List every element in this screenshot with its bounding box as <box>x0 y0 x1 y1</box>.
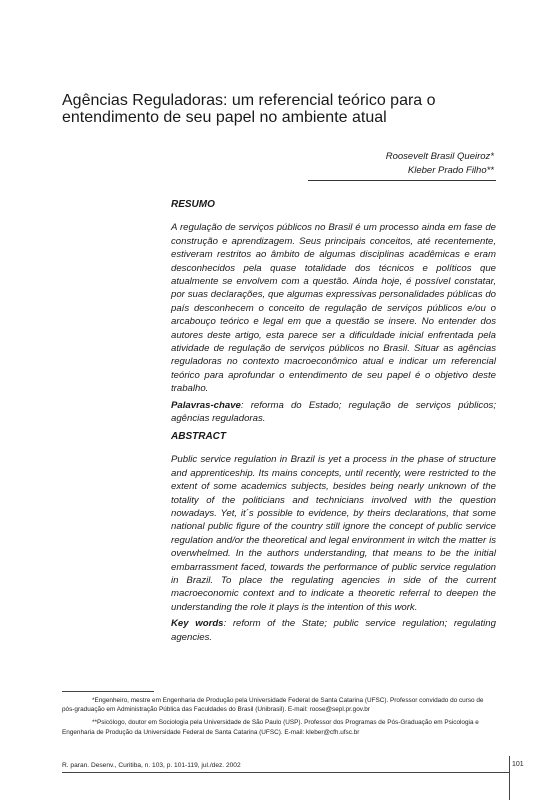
footnote-divider <box>62 691 154 692</box>
page-number-divider <box>509 756 510 800</box>
title-line-1: Agências Reguladoras: um referencial teórico para o <box>62 92 436 109</box>
abstract-keywords-label: Key words <box>171 618 224 630</box>
resumo-keywords <box>171 399 496 426</box>
abstract-heading: ABSTRACT <box>171 431 226 442</box>
journal-citation: R. paran. Desenv., Curitiba, n. 103, p. 101-119, jul./dez. 2002 <box>62 762 241 769</box>
author-block <box>386 150 494 178</box>
resumo-section <box>171 198 496 426</box>
author-divider <box>308 180 496 181</box>
author-1: Roosevelt Brasil Queiroz* <box>385 151 494 162</box>
resumo-heading: RESUMO <box>171 199 215 210</box>
resumo-keywords-text: : reforma do Estado; regulação de serviços públicos; agências reguladoras. <box>171 399 496 425</box>
resumo-keywords-label: Palavras-chave <box>171 399 241 411</box>
abstract-keywords <box>171 617 496 644</box>
footer-rule <box>62 772 510 773</box>
page-number: 101 <box>512 761 524 768</box>
abstract-keywords-text: : reform of the State; public service regulation; regulating agencies. <box>171 618 496 643</box>
resumo-text: A regulação de serviços públicos no Brasil é um processo ainda em fase de construção e aprendizagem. Seus principais conceitos, até recentemente, estiveram restritos ao âmbito de algumas disciplinas acadêmicas e eram desconhecidos pela quase totalidade dos técnicos e políticos que atualmente se envolvem com a questão. Ainda hoje, é possível constatar, por suas declarações, que algumas expressivas personalidades públicas do país desconhecem o conceito de regulação de serviços públicos e/ou o arcabouço teórico e legal em que a questão se insere. No entender dos autores deste artigo, esta parece ser a dificuldade inicial enfrentada pela atividade de regulação de serviços públicos no Brasil. Situar as agências reguladoras no contexto macroeconômico atual e indicar um referencial teórico para aprofundar o entendimento de seu papel é o objetivo deste trabalho. <box>171 222 496 395</box>
footnote-1: *Engenheiro, mestre em Engenharia de Produção pela Universidade Federal de Santa Catarina (UFSC). Professor convidado do curso de pós-graduação em Administração Pública das Faculdades do Brasil (Unibrasil). E-mail: roose@sepl.pr.gov.br <box>62 697 484 714</box>
title-line-2: entendimento de seu papel no ambiente atual <box>62 109 387 126</box>
author-2: Kleber Prado Filho** <box>407 165 494 176</box>
abstract-section <box>171 430 496 644</box>
footnotes <box>62 696 496 741</box>
abstract-text: Public service regulation in Brazil is yet a process in the phase of structure and apprenticeship. Its mains concepts, until recently, were restricted to the extent of some academics subjects, besides being nearly unknown of the totality of the politicians and technicians involved with the question nowadays. Yet, it´s possible to evidence, by theirs declarations, that some national public figure of the country still ignore the concept of public service regulation and/or the theoretical and legal environment in witch the matter is overwhelmed. In the authors understanding, that means to be the initial embarrassment faced, towards the performance of public service regulation in Brazil. To place the regulating agencies in side of the current macroeconomic context and to indicate a theoretic referral to deepen the understanding the role it plays is the intention of this work. <box>171 454 496 613</box>
article-title <box>62 92 502 126</box>
footnote-2: **Psicólogo, doutor em Sociologia pela Universidade de São Paulo (USP). Professor dos Programas de Pós-Graduação em Psicologia e Engenharia de Produção da Universidade Federal de Santa Catarina (UFSC). E-mail: kleber@cfh.ufsc.br <box>62 719 479 736</box>
